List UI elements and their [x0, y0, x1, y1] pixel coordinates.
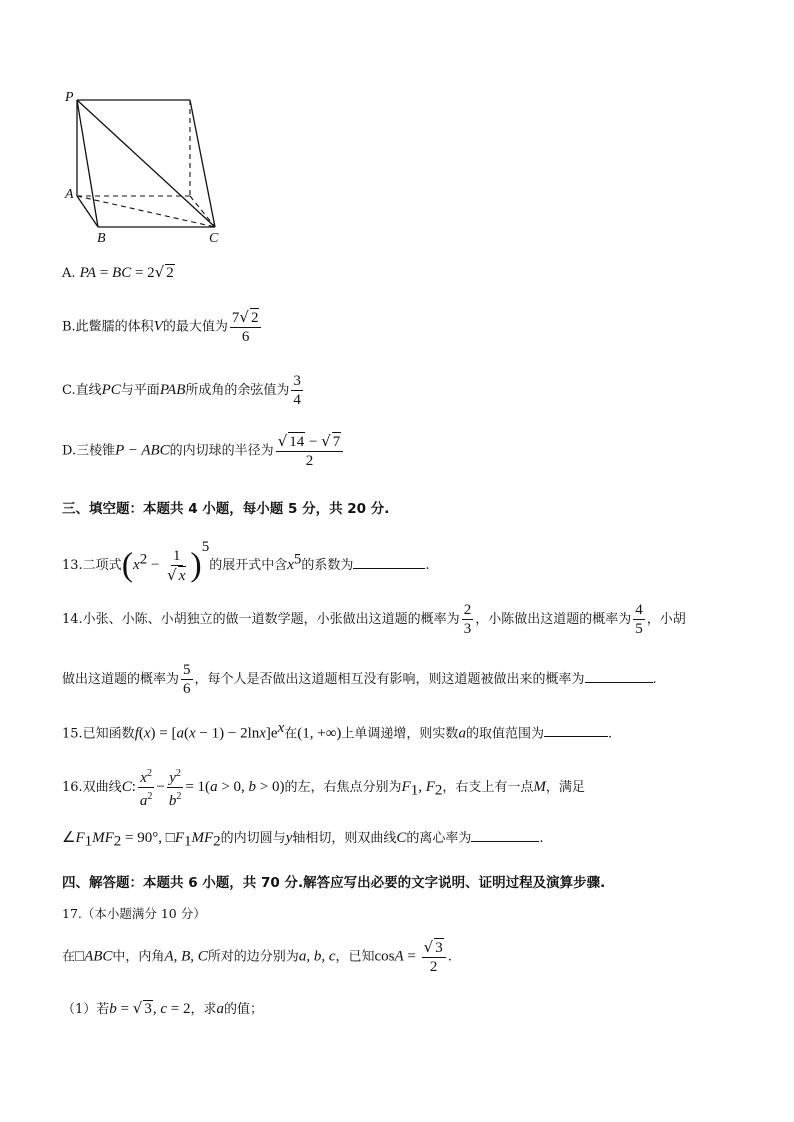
option-a: A. PA = BC = 2√ 2	[62, 263, 174, 281]
question-14-line-1	[62, 601, 686, 638]
option-c-mid2: 所成角的余弦值为	[185, 383, 290, 398]
vertex-label-p: P	[65, 90, 74, 105]
q16-text-g: 的离心率为	[406, 831, 472, 846]
answer-blank[interactable]	[471, 829, 539, 842]
question-16-line-2: $\angle F_1MF_2 = 90^\circ$, $□F_1MF_2$的内切圆与y轴相切，则双曲线C的离心率为 .	[62, 830, 544, 850]
q15-text-b: 在	[284, 726, 298, 742]
section-3-heading: 三、填空题：本题共 4 小题，每小题 5 分，共 20 分.	[62, 501, 390, 517]
q17-sub1-c: 的值；	[223, 1002, 263, 1017]
q16-text-c: ，右支上有一点	[442, 780, 534, 795]
q16-text-a: 16.双曲线	[62, 780, 122, 795]
fraction: $\frac{4}{5}$	[635, 602, 643, 637]
q14-text-c: ，小胡	[646, 612, 686, 627]
fraction: $\frac{1}{√ x}$	[167, 547, 186, 584]
q17-text-b: 中，内角	[112, 949, 165, 965]
q16-text-f: 轴相切，则双曲线	[292, 831, 397, 846]
fraction: $\frac{3}{4}$	[293, 373, 301, 408]
question-15: 15.已知函数$f(x) = [a(x - 1) - 2\ln x]e^x$在(1, +∞)上单调递增，则实数a的取值范围为 .	[62, 720, 613, 742]
fraction: $\frac{x^2}{a^2}$	[138, 765, 155, 810]
option-d-mid: 的内切球的半径为	[169, 443, 274, 459]
q17-text-c: 所对的边分别为	[207, 949, 299, 965]
q14-text-d: 做出这道题的概率为	[62, 672, 180, 687]
answer-blank[interactable]	[585, 670, 653, 683]
q16-text-b: 的左，右焦点分别为	[284, 780, 402, 795]
option-d	[62, 432, 345, 470]
vertex-label-c: C	[209, 231, 219, 246]
question-17-part-1: （1）若b = √ 3, c = 2，求a的值；	[62, 999, 263, 1017]
option-c	[62, 372, 305, 409]
question-13: 13.二项式($x^2$ − $\frac{1}{√ x}$ )$^5$的展开式中含$x^5$的系数为 .	[62, 539, 430, 584]
q17-text-d: ，已知	[335, 949, 375, 965]
q17-text-a: 在	[62, 949, 76, 965]
question-17-stem: 在□ABC中，内角A, B, C所对的边分别为a, b, c，已知cosA = $\frac{√ 3}{2}$ .	[62, 938, 452, 975]
option-c-line: PC	[101, 382, 121, 398]
fraction: $\frac{5}{6}$	[183, 662, 191, 697]
fraction: $\frac{2}{3}$	[463, 602, 472, 637]
q16-text-e: 的内切圆与	[220, 831, 286, 846]
q15-text-c: 上单调递增，则实数	[341, 726, 459, 742]
option-c-text: C.直线	[62, 383, 102, 398]
q15-text-a: 15.已知函数	[62, 726, 135, 742]
option-c-plane: PAB	[159, 382, 186, 398]
q14-text-a: 14.小张、小陈、小胡独立的做一道数学题，小张做出这道题的概率为	[62, 612, 460, 627]
question-17-title: 17.（本小题满分 10 分）	[62, 906, 206, 921]
option-d-text: D.三棱锥	[62, 443, 116, 459]
pyramid-diagram	[58, 88, 228, 253]
question-14-line-2: 做出这道题的概率为 $\frac{5}{6}$ ，每个人是否做出这道题相互没有影响，则这道题被做出来的概率为 .	[62, 662, 657, 697]
vertex-label-b: B	[97, 231, 106, 246]
option-b-text: B.此鳖臑的体积	[62, 319, 154, 335]
fraction: $\frac{√ 14 - √ 7}{2}$	[276, 432, 344, 470]
option-d-body: P − ABC	[115, 442, 170, 459]
q15-text-d: 的取值范围为	[465, 726, 544, 742]
q13-mid: 的展开式中含	[209, 558, 288, 573]
option-b-var: V	[153, 318, 163, 335]
option-b-mid: 的最大值为	[162, 319, 228, 335]
q14-text-e: ，每个人是否做出这道题相互没有影响，则这道题被做出来的概率为	[194, 672, 585, 687]
q16-text-d: ，满足	[545, 780, 585, 795]
q13-prefix: 13.二项式	[62, 558, 122, 573]
vertex-label-a: A	[65, 187, 74, 202]
option-b	[62, 308, 263, 346]
answer-blank[interactable]	[353, 556, 425, 569]
fraction: $\frac{7√ 2}{6}$	[230, 308, 262, 346]
fraction: $\frac{y^2}{b^2}$	[167, 765, 184, 810]
answer-blank[interactable]	[544, 724, 608, 737]
fraction: $\frac{√ 3}{2}$	[422, 938, 446, 976]
q17-sub1-a: （1）若	[62, 1002, 110, 1017]
q14-text-b: ，小陈做出这道题的概率为	[475, 612, 632, 627]
q13-end: 的系数为	[301, 558, 354, 573]
pyramid-figure	[58, 88, 228, 253]
option-c-mid1: 与平面	[120, 383, 160, 398]
q17-sub1-b: ，求	[190, 1002, 217, 1017]
question-16-line-1: 16.双曲线C: $\frac{x^2}{a^2}$ − $\frac{y^2}{b^2}$ = 1(a > 0, b > 0)的左，右焦点分别为$F_1$, $F_2$，右支上有一点M，满足	[62, 765, 585, 810]
section-4-heading: 四、解答题：本题共 6 小题，共 70 分.解答应写出必要的文字说明、证明过程及演算步骤.	[62, 875, 606, 891]
option-a-label: A.	[62, 266, 76, 281]
